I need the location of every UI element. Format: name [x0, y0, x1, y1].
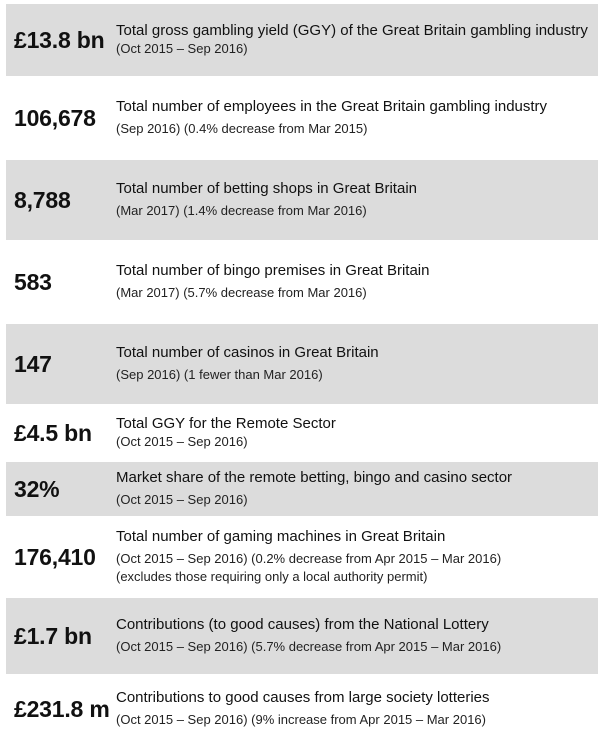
stat-description — [114, 180, 598, 220]
stat-row-gaming-machines — [6, 518, 598, 598]
stat-period: (Sep 2016) (0.4% decrease from Mar 2015) — [116, 121, 368, 136]
stat-value: 106,678 — [14, 104, 96, 131]
stat-value: £231.8 m — [14, 695, 110, 722]
stat-period: (Oct 2015 – Sep 2016) — [116, 492, 248, 507]
stat-value: 147 — [14, 350, 52, 377]
stat-value: 176,410 — [14, 543, 96, 570]
stat-row-casinos — [6, 324, 598, 406]
stat-title: Total number of betting shops in Great Britain — [116, 180, 417, 197]
stat-row-remote-market-share — [6, 462, 598, 518]
stat-period: (Oct 2015 – Sep 2016) — [116, 434, 248, 449]
stat-row-ggy — [6, 4, 598, 78]
stat-description — [114, 415, 598, 451]
stat-value: £1.7 bn — [14, 622, 92, 649]
stat-row-national-lottery — [6, 598, 598, 676]
stat-value: £4.5 bn — [14, 419, 92, 446]
statistics-table — [6, 4, 598, 742]
stat-note: (excludes those requiring only a local authority permit) — [116, 569, 428, 584]
stat-title: Total number of gaming machines in Great Britain — [116, 528, 446, 545]
stat-title: Total number of casinos in Great Britain — [116, 344, 379, 361]
stat-description — [114, 22, 598, 58]
stat-period: (Oct 2015 – Sep 2016) (5.7% decrease from Apr 2015 – Mar 2016) — [116, 639, 502, 654]
stat-title: Total gross gambling yield (GGY) of the Great Britain gambling industry — [116, 22, 588, 39]
stat-title: Total number of employees in the Great Britain gambling industry — [116, 98, 548, 115]
stat-title: Market share of the remote betting, bingo and casino sector — [116, 469, 513, 486]
stat-period: (Mar 2017) (1.4% decrease from Mar 2016) — [116, 203, 367, 218]
stat-period: (Oct 2015 – Sep 2016) (9% increase from Apr 2015 – Mar 2016) — [116, 712, 486, 727]
stat-value: £13.8 bn — [14, 26, 105, 53]
stat-period: (Oct 2015 – Sep 2016) — [116, 41, 248, 56]
stat-description — [114, 528, 598, 586]
stat-description — [114, 262, 598, 302]
stat-title: Contributions (to good causes) from the National Lottery — [116, 616, 489, 633]
stat-description — [114, 616, 598, 656]
stat-description — [114, 689, 598, 729]
stat-title: Contributions to good causes from large society lotteries — [116, 689, 490, 706]
stat-period: (Mar 2017) (5.7% decrease from Mar 2016) — [116, 285, 367, 300]
stat-row-employees — [6, 78, 598, 160]
stat-value: 32% — [14, 475, 60, 502]
stat-row-betting-shops — [6, 160, 598, 242]
stat-title: Total number of bingo premises in Great Britain — [116, 262, 430, 279]
stat-title: Total GGY for the Remote Sector — [116, 415, 336, 432]
stat-description — [114, 344, 598, 384]
stat-value: 8,788 — [14, 186, 71, 213]
stat-description — [114, 98, 598, 138]
stat-period: (Sep 2016) (1 fewer than Mar 2016) — [116, 367, 323, 382]
stat-row-bingo-premises — [6, 242, 598, 324]
stat-value: 583 — [14, 268, 52, 295]
stat-description — [114, 469, 598, 509]
stat-period: (Oct 2015 – Sep 2016) (0.2% decrease from Apr 2015 – Mar 2016) — [116, 551, 502, 566]
stat-row-remote-ggy — [6, 406, 598, 462]
stat-row-society-lotteries — [6, 676, 598, 742]
